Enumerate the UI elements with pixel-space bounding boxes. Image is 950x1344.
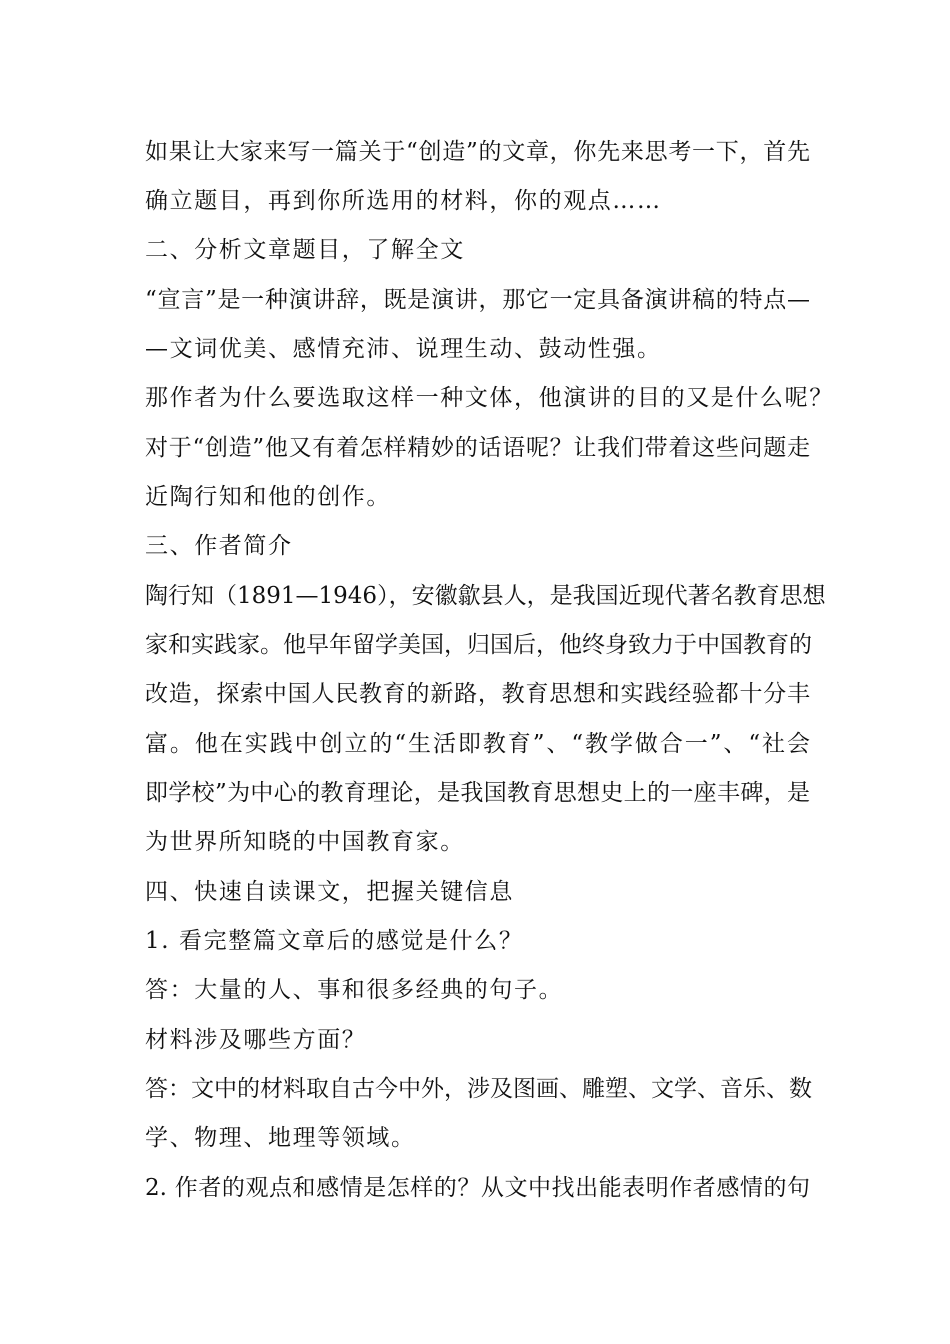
question-line: 材料涉及哪些方面？ <box>145 1027 367 1053</box>
text-line: 为世界所知晓的中国教育家。 <box>145 829 465 855</box>
section-heading: 四、快速自读课文，把握关键信息 <box>145 879 514 905</box>
section-heading: 二、分析文章题目，了解全文 <box>145 237 465 263</box>
text-line: 那作者为什么要选取这样一种文体，他演讲的目的又是什么呢？ <box>145 385 834 411</box>
text-line: 即学校”为中心的教育理论，是我国教育思想史上的一座丰碑，是 <box>145 780 810 806</box>
answer-line: 学、物理、地理等领域。 <box>145 1125 416 1151</box>
text-line: 近陶行知和他的创作。 <box>145 484 391 510</box>
text-line: 陶行知（1891—1946），安徽歙县人，是我国近现代著名教育思想 <box>145 583 826 609</box>
text-line: 如果让大家来写一篇关于“创造”的文章，你先来思考一下，首先 <box>145 139 810 165</box>
text-line: “宣言”是一种演讲辞，既是演讲，那它一定具备演讲稿的特点— <box>145 287 810 313</box>
text-line: 对于“创造”他又有着怎样精妙的话语呢？让我们带着这些问题走 <box>145 435 810 461</box>
text-line: —文词优美、感情充沛、说理生动、鼓动性强。 <box>145 336 662 362</box>
section-heading: 三、作者简介 <box>145 533 293 559</box>
question-line: 1. 看完整篇文章后的感觉是什么？ <box>145 928 524 954</box>
answer-line: 答：文中的材料取自古今中外，涉及图画、雕塑、文学、音乐、数 <box>145 1076 812 1102</box>
question-line: 2. 作者的观点和感情是怎样的？从文中找出能表明作者感情的句 <box>145 1175 810 1201</box>
text-line: 富。他在实践中创立的“生活即教育”、“教学做合一”、“社会 <box>145 731 810 757</box>
text-line: 确立题目，再到你所选用的材料，你的观点…… <box>145 188 662 214</box>
answer-line: 答：大量的人、事和很多经典的句子。 <box>145 977 564 1003</box>
text-line: 改造，探索中国人民教育的新路，教育思想和实践经验都十分丰 <box>145 681 810 707</box>
text-line: 家和实践家。他早年留学美国，归国后，他终身致力于中国教育的 <box>145 632 812 658</box>
